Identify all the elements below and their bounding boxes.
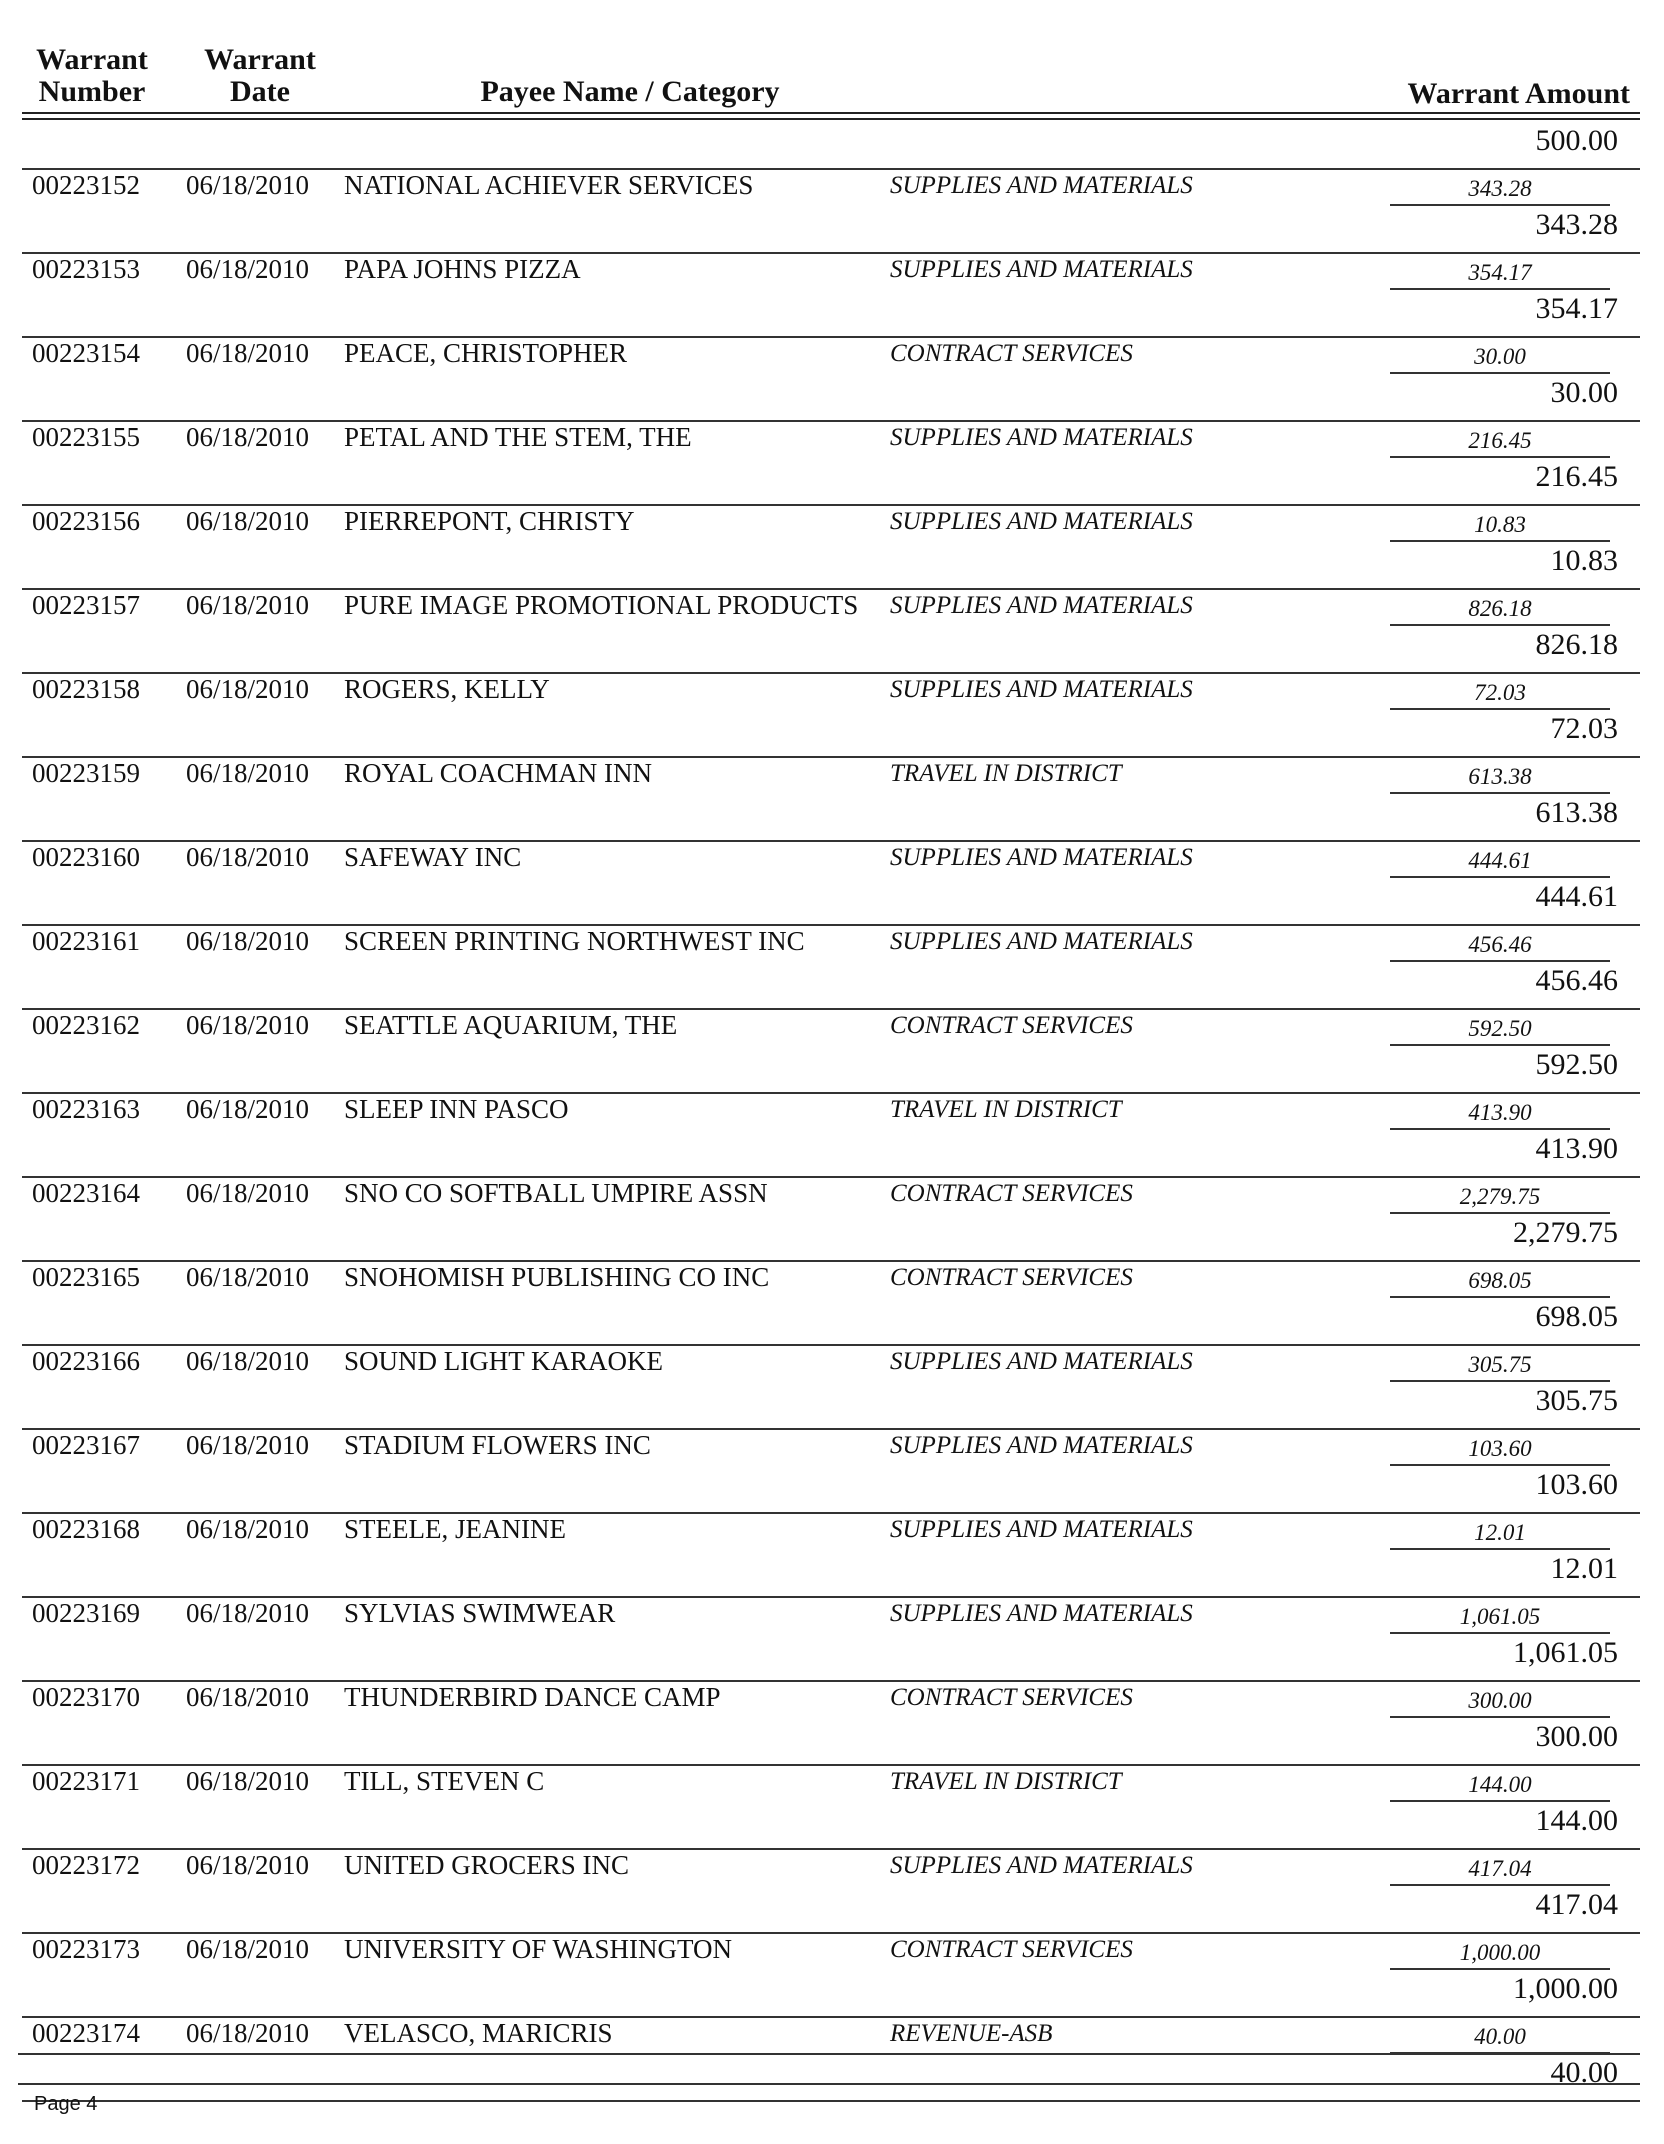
warrant-date: 06/18/2010 [186,590,310,620]
warrant-amount: 10.83 [1550,544,1618,577]
category: SUPPLIES AND MATERIALS [890,1516,1193,1543]
table-row [22,842,1640,926]
warrant-date: 06/18/2010 [186,1010,310,1040]
table-row [22,1010,1640,1094]
carryover-row [0,120,1664,170]
payee-name: THUNDERBIRD DANCE CAMP [344,1682,721,1712]
category: SUPPLIES AND MATERIALS [890,424,1193,451]
warrant-number: 00223170 [32,1682,140,1712]
line-amount: 698.05 [1390,1268,1610,1298]
bottom-rule [18,2083,1640,2085]
payee-name: SEATTLE AQUARIUM, THE [344,1010,678,1040]
warrant-number: 00223165 [32,1262,140,1292]
category: REVENUE-ASB [890,2020,1053,2047]
category: TRAVEL IN DISTRICT [890,1096,1122,1123]
warrant-number: 00223163 [32,1094,140,1124]
payee-name: STEELE, JEANINE [344,1514,566,1544]
category: CONTRACT SERVICES [890,1684,1133,1711]
line-amount: 1,000.00 [1390,1940,1610,1970]
warrant-amount: 40.00 [1550,2056,1618,2089]
line-amount: 30.00 [1390,344,1610,374]
warrant-number: 00223154 [32,338,140,368]
warrant-date: 06/18/2010 [186,1850,310,1880]
table-row [22,1178,1640,1262]
line-amount: 343.28 [1390,176,1610,206]
table-row [22,1934,1640,2018]
warrant-amount: 144.00 [1535,1804,1618,1837]
warrant-amount: 826.18 [1535,628,1618,661]
category: SUPPLIES AND MATERIALS [890,928,1193,955]
category: CONTRACT SERVICES [890,1012,1133,1039]
warrant-number: 00223174 [32,2018,140,2048]
line-amount: 456.46 [1390,932,1610,962]
line-amount: 12.01 [1390,1520,1610,1550]
warrant-amount: 300.00 [1535,1720,1618,1753]
warrant-amount: 417.04 [1535,1888,1618,1921]
category: SUPPLIES AND MATERIALS [890,508,1193,535]
category: CONTRACT SERVICES [890,1264,1133,1291]
payee-name: SOUND LIGHT KARAOKE [344,1346,663,1376]
warrant-number: 00223166 [32,1346,140,1376]
bottom-rule [18,2053,1640,2055]
category: SUPPLIES AND MATERIALS [890,844,1193,871]
table-row [22,338,1640,422]
table-row [22,1094,1640,1178]
table-row [22,1346,1640,1430]
table-row [22,674,1640,758]
header-warrant-number [22,44,162,108]
line-amount: 413.90 [1390,1100,1610,1130]
line-amount: 444.61 [1390,848,1610,878]
page-number: Page 4 [34,2093,98,2115]
warrant-date: 06/18/2010 [186,842,310,872]
warrant-amount: 456.46 [1535,964,1618,997]
table-row [22,2018,1640,2102]
category: CONTRACT SERVICES [890,1180,1133,1207]
warrant-amount: 354.17 [1535,292,1618,325]
payee-name: SAFEWAY INC [344,842,522,872]
payee-name: ROGERS, KELLY [344,674,550,704]
warrant-date: 06/18/2010 [186,1094,310,1124]
table-row [22,1430,1640,1514]
line-amount: 72.03 [1390,680,1610,710]
table-row [22,1598,1640,1682]
payee-name: NATIONAL ACHIEVER SERVICES [344,170,754,200]
table-header [0,0,1664,120]
table-row [22,506,1640,590]
line-amount: 613.38 [1390,764,1610,794]
payee-name: PETAL AND THE STEM, THE [344,422,692,452]
warrant-amount: 413.90 [1535,1132,1618,1165]
table-row [22,422,1640,506]
warrant-date: 06/18/2010 [186,2018,310,2048]
warrant-date: 06/18/2010 [186,170,310,200]
line-amount: 2,279.75 [1390,1184,1610,1214]
line-amount: 1,061.05 [1390,1604,1610,1634]
warrant-number: 00223164 [32,1178,140,1208]
line-amount: 417.04 [1390,1856,1610,1886]
warrant-amount: 305.75 [1535,1384,1618,1417]
warrant-number: 00223169 [32,1598,140,1628]
warrant-date: 06/18/2010 [186,1262,310,1292]
warrant-date: 06/18/2010 [186,926,310,956]
category: SUPPLIES AND MATERIALS [890,1600,1193,1627]
line-amount: 10.83 [1390,512,1610,542]
warrant-number: 00223160 [32,842,140,872]
payee-name: TILL, STEVEN C [344,1766,545,1796]
warrant-date: 06/18/2010 [186,1598,310,1628]
warrant-number: 00223158 [32,674,140,704]
payee-name: SNOHOMISH PUBLISHING CO INC [344,1262,770,1292]
payee-name: SYLVIAS SWIMWEAR [344,1598,616,1628]
table-row [22,758,1640,842]
warrant-number: 00223171 [32,1766,140,1796]
warrant-number: 00223159 [32,758,140,788]
warrant-number: 00223161 [32,926,140,956]
warrant-amount: 1,000.00 [1513,1972,1618,2005]
payee-name: STADIUM FLOWERS INC [344,1430,651,1460]
payee-name: SNO CO SOFTBALL UMPIRE ASSN [344,1178,768,1208]
payee-name: VELASCO, MARICRIS [344,2018,613,2048]
header-warrant-date-line2: Date [230,75,290,108]
table-row [22,1262,1640,1346]
warrant-date: 06/18/2010 [186,1346,310,1376]
warrant-date: 06/18/2010 [186,506,310,536]
warrant-amount: 1,061.05 [1513,1636,1618,1669]
warrant-number: 00223173 [32,1934,140,1964]
line-amount: 103.60 [1390,1436,1610,1466]
warrant-amount: 592.50 [1535,1048,1618,1081]
payee-name: PIERREPONT, CHRISTY [344,506,635,536]
table-row [22,590,1640,674]
table-row [22,1766,1640,1850]
warrant-date: 06/18/2010 [186,758,310,788]
warrant-table-body [0,170,1664,2102]
category: SUPPLIES AND MATERIALS [890,676,1193,703]
line-amount: 300.00 [1390,1688,1610,1718]
payee-name: PURE IMAGE PROMOTIONAL PRODUCTS [344,590,859,620]
warrant-amount: 103.60 [1535,1468,1618,1501]
warrant-date: 06/18/2010 [186,1766,310,1796]
payee-name: PAPA JOHNS PIZZA [344,254,581,284]
header-warrant-date [190,44,330,108]
header-warrant-number-line2: Number [38,75,146,108]
warrant-number: 00223152 [32,170,140,200]
payee-name: ROYAL COACHMAN INN [344,758,653,788]
warrant-amount: 30.00 [1550,376,1618,409]
warrant-date: 06/18/2010 [186,1178,310,1208]
table-row [22,1850,1640,1934]
category: SUPPLIES AND MATERIALS [890,256,1193,283]
category: TRAVEL IN DISTRICT [890,760,1122,787]
warrant-date: 06/18/2010 [186,1682,310,1712]
header-rule [22,112,1640,114]
warrant-number: 00223168 [32,1514,140,1544]
header-payee: Payee Name / Category [480,75,780,108]
warrant-number: 00223172 [32,1850,140,1880]
payee-name: UNITED GROCERS INC [344,1850,630,1880]
carryover-amount: 500.00 [1535,124,1618,157]
warrant-number: 00223157 [32,590,140,620]
line-amount: 40.00 [1390,2024,1610,2054]
category: CONTRACT SERVICES [890,1936,1133,1963]
category: SUPPLIES AND MATERIALS [890,172,1193,199]
category: SUPPLIES AND MATERIALS [890,1348,1193,1375]
warrant-amount: 12.01 [1550,1552,1618,1585]
table-row [22,254,1640,338]
warrant-number: 00223162 [32,1010,140,1040]
category: TRAVEL IN DISTRICT [890,1768,1122,1795]
warrant-number: 00223153 [32,254,140,284]
table-row [22,170,1640,254]
category: CONTRACT SERVICES [890,340,1133,367]
warrant-date: 06/18/2010 [186,1934,310,1964]
line-amount: 826.18 [1390,596,1610,626]
line-amount: 216.45 [1390,428,1610,458]
warrant-amount: 2,279.75 [1513,1216,1618,1249]
header-warrant-date-line1: Warrant [204,43,316,76]
table-row [22,926,1640,1010]
warrant-amount: 698.05 [1535,1300,1618,1333]
header-amount: Warrant Amount [1407,77,1630,110]
warrant-date: 06/18/2010 [186,674,310,704]
category: SUPPLIES AND MATERIALS [890,592,1193,619]
warrant-date: 06/18/2010 [186,338,310,368]
category: SUPPLIES AND MATERIALS [890,1432,1193,1459]
warrant-date: 06/18/2010 [186,422,310,452]
header-warrant-number-line1: Warrant [36,43,148,76]
payee-name: SLEEP INN PASCO [344,1094,569,1124]
warrant-amount: 613.38 [1535,796,1618,829]
warrant-number: 00223155 [32,422,140,452]
line-amount: 305.75 [1390,1352,1610,1382]
table-row [22,1682,1640,1766]
line-amount: 592.50 [1390,1016,1610,1046]
warrant-number: 00223156 [32,506,140,536]
warrant-number: 00223167 [32,1430,140,1460]
warrant-date: 06/18/2010 [186,254,310,284]
line-amount: 144.00 [1390,1772,1610,1802]
payee-name: PEACE, CHRISTOPHER [344,338,628,368]
line-amount: 354.17 [1390,260,1610,290]
warrant-amount: 444.61 [1535,880,1618,913]
warrant-date: 06/18/2010 [186,1430,310,1460]
warrant-amount: 216.45 [1535,460,1618,493]
category: SUPPLIES AND MATERIALS [890,1852,1193,1879]
warrant-amount: 343.28 [1535,208,1618,241]
payee-name: UNIVERSITY OF WASHINGTON [344,1934,733,1964]
warrant-amount: 72.03 [1550,712,1618,745]
table-row [22,1514,1640,1598]
warrant-date: 06/18/2010 [186,1514,310,1544]
payee-name: SCREEN PRINTING NORTHWEST INC [344,926,805,956]
